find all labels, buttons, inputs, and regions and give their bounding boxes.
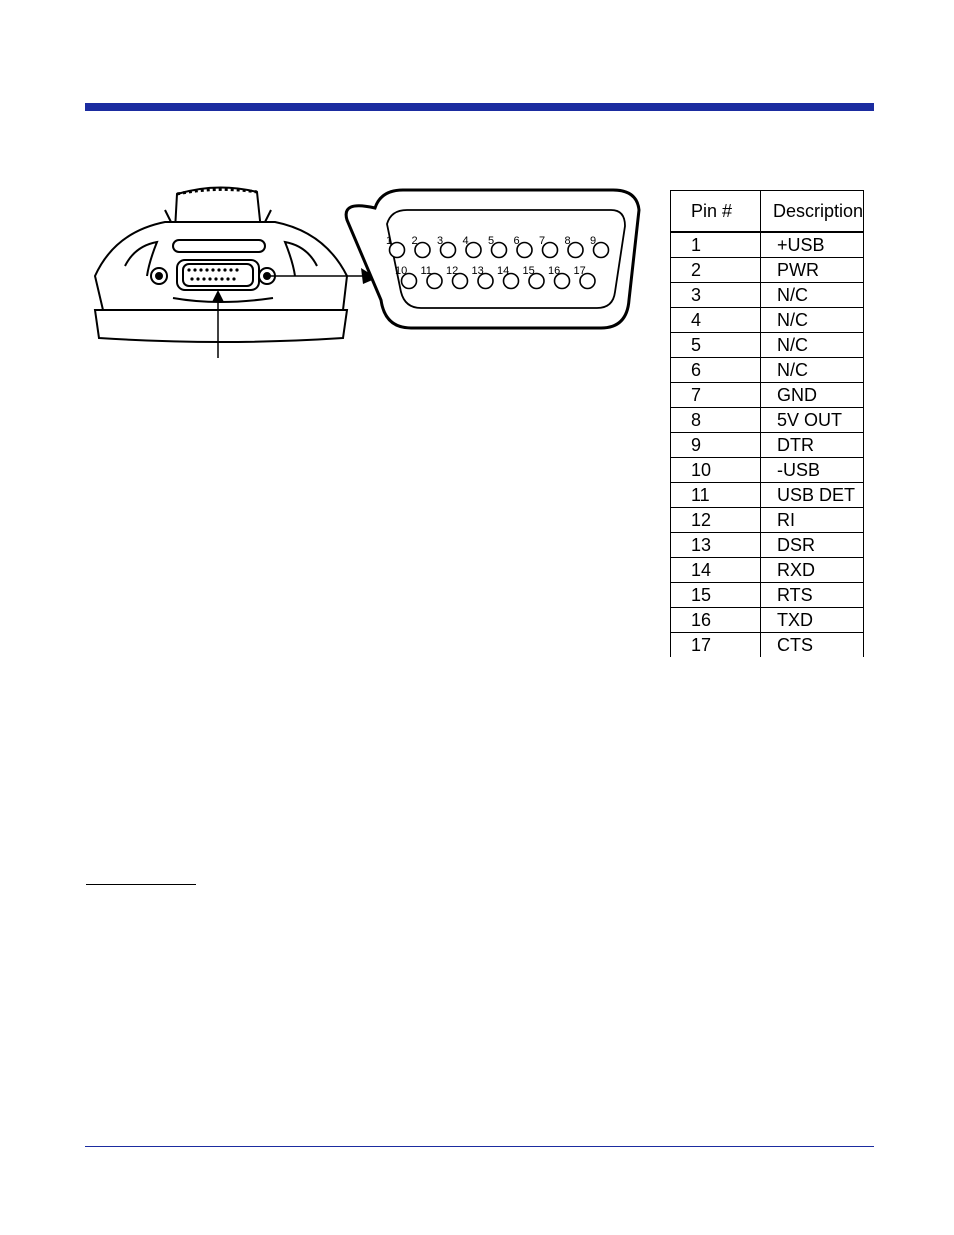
pin-number-cell: 8 [671,408,761,433]
pin-number-cell: 9 [671,433,761,458]
pin-description-cell: USB DET [760,483,863,508]
column-header-description: Description [760,191,863,233]
table-row [671,583,864,608]
pin-description-cell: RI [760,508,863,533]
connector-pin-label: 13 [471,265,484,277]
table-row [671,633,864,658]
table-row [671,508,864,533]
pin-description-cell: CTS [760,633,863,658]
connector-pin-label: 11 [420,265,432,277]
pin-number-cell: 15 [671,583,761,608]
pin-description-cell: 5V OUT [760,408,863,433]
table-row [671,458,864,483]
pin-number-cell: 11 [671,483,761,508]
connector-pin-label: 7 [539,235,546,247]
table-row [671,533,864,558]
connector-pin-label: 9 [590,235,597,247]
pin-description-cell: +USB [760,232,863,258]
connector-pin-label: 2 [411,235,418,247]
enlarged-connector [346,190,639,328]
connector-pin-label: 6 [513,235,520,247]
connector-pin-label: 3 [437,235,444,247]
header-rule [85,103,874,111]
pin-description-cell: GND [760,383,863,408]
footer-rule [85,1146,874,1147]
pin-number-cell: 2 [671,258,761,283]
pin-number-cell: 10 [671,458,761,483]
pin-description-cell: RXD [760,558,863,583]
pin-number-cell: 3 [671,283,761,308]
pin-number-cell: 12 [671,508,761,533]
table-row [671,232,864,258]
pin-number-cell: 4 [671,308,761,333]
pin-description-cell: DTR [760,433,863,458]
connector-pin-label: 12 [446,265,459,277]
column-header-pin: Pin # [671,191,761,233]
table-header-row [671,191,864,233]
pin-number-cell: 14 [671,558,761,583]
connector-pin-label: 10 [395,265,408,277]
pin-description-cell: N/C [760,283,863,308]
table-row [671,383,864,408]
connector-pin-label: 1 [386,235,393,247]
pin-number-cell: 16 [671,608,761,633]
pin-description-cell: TXD [760,608,863,633]
table-row [671,483,864,508]
table-row [671,558,864,583]
connector-pin-label: 16 [548,265,561,277]
connector-pin-label: 17 [573,265,586,277]
connector-pin-label: 8 [564,235,571,247]
pin-number-cell: 7 [671,383,761,408]
table-row [671,358,864,383]
connector-pin-label: 14 [497,265,510,277]
pin-description-cell: DSR [760,533,863,558]
pin-description-cell: RTS [760,583,863,608]
pin-description-cell: N/C [760,358,863,383]
footnote-rule [86,884,196,885]
pinout-table [670,190,864,657]
connector-diagram [85,180,655,370]
pin-description-cell: N/C [760,333,863,358]
pin-number-cell: 6 [671,358,761,383]
pin-number-cell: 13 [671,533,761,558]
table-row [671,333,864,358]
pin-number-cell: 5 [671,333,761,358]
connector-pin-label: 4 [462,235,469,247]
device-illustration [95,187,347,342]
table-row [671,408,864,433]
table-row [671,433,864,458]
connector-pin-label: 5 [488,235,495,247]
table-row [671,258,864,283]
table-row [671,608,864,633]
pin-description-cell: -USB [760,458,863,483]
table-row [671,283,864,308]
table-row [671,308,864,333]
pin-number-cell: 17 [671,633,761,658]
pin-description-cell: PWR [760,258,863,283]
pin-description-cell: N/C [760,308,863,333]
pin-number-cell: 1 [671,232,761,258]
connector-figure [85,180,655,370]
connector-pin-label: 15 [522,265,535,277]
